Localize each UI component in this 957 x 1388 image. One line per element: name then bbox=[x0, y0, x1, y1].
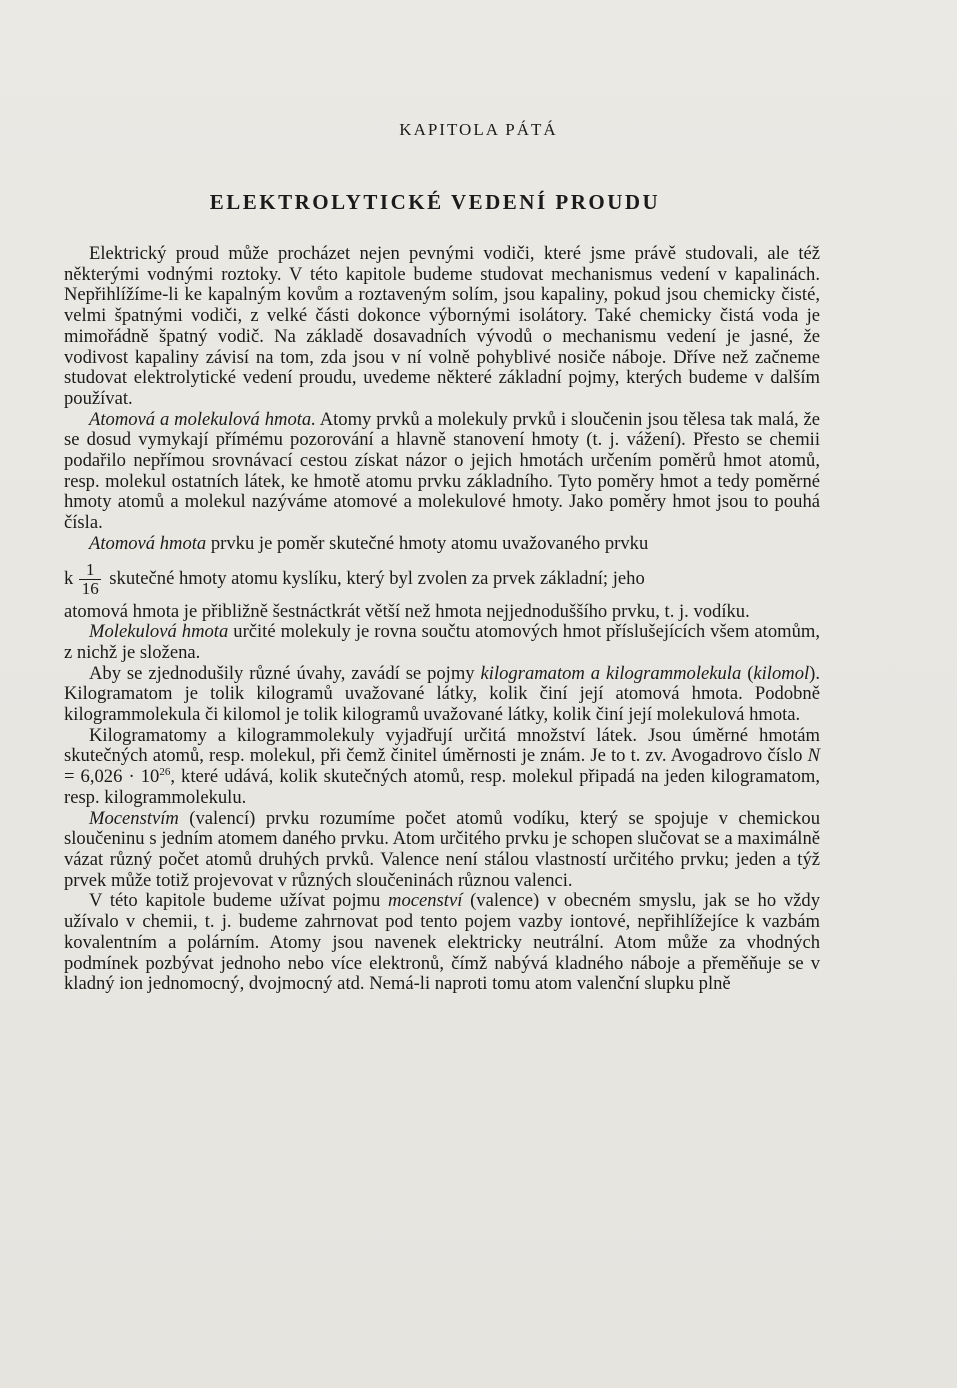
paragraph-chapter-valence: V této kapitole budeme užívat pojmu mocenství (valence) v obecném smyslu, jak se ho vždy užívalo v chemii, t. j. budeme zahrnovat pod tento pojem vazby iontové, nepřihlížejíce k vazbám kovalentním a polárním. Atomy jsou navenek elektricky neutrální. Atom může za vhodných podmínek pozbývat jednoho nebo více elektronů, čímž nabývá kladného náboje a přeměňuje se v kladný ion jednomocný, dvojmocný atd. Nemá-li naproti tomu atom valenční slupku plně bbox=[64, 890, 820, 995]
term-molecular-mass: Molekulová hmota bbox=[89, 621, 229, 643]
fraction-one-sixteenth: $\frac{1}{16}$ bbox=[79, 561, 101, 598]
term-valence: Mocenstvím bbox=[89, 807, 179, 829]
chapter-label: KAPITOLA PÁTÁ bbox=[399, 120, 558, 139]
paragraph-atomic-molecular-mass: Atomová a molekulová hmota. Atomy prvků a molekuly prvků i sloučenin jsou tělesa tak malá, že se dosud vymykají přímému pozorování a hlavně stanovení hmoty (t. j. vážení). Přesto se chemii podařilo nepřímou srovnávací cestou získat názor o jejich hmotách určením poměrů hmot atomů, resp. molekul ostatních látek, ke hmotě atomu prvku základního. Tyto poměry hmot a tedy poměrné hmoty atomů a molekul nazýváme atomové a molekulové hmoty. Jako poměry hmot jsou to pouhá čísla. bbox=[64, 408, 820, 534]
term-kilomol: kilomol bbox=[753, 662, 810, 684]
body-text bbox=[64, 244, 820, 995]
chapter-title: ELEKTROLYTICKÉ VEDENÍ PROUDU bbox=[209, 190, 661, 214]
symbol-N: N bbox=[807, 745, 820, 767]
paragraph-valence: Mocenstvím (valencí) prvku rozumíme počet atomů vodíku, který se spojuje v chemickou sloučeninu s jedním atomem daného prvku. Atom určitého prvku je schopen slučovat se a maximálně vázat různý počet atomů druhých prvků. Valence není stálou vlastností určitého prvku; jeden a týž prvek může totiž projevovat v různých sloučeninách různou valenci. bbox=[64, 807, 820, 891]
paragraph-atomic-mass: Atomová hmota prvku je poměr skutečné hmoty atomu uvažovaného prvku bbox=[89, 532, 649, 554]
exponent: 26 bbox=[159, 765, 171, 778]
paragraph-kilogramatom: Aby se zjednodušily různé úvahy, zavádí se pojmy kilogramatom a kilogrammolekula (kilomol). Kilogramatom je tolik kilogramů uvažované látky, kolik činí její atomová hmota. Podobně kilogrammolekula či kilomol je tolik kilogramů uvažované látky, kolik činí její molekulová hmota. bbox=[64, 662, 821, 726]
term-atomic-molecular-mass: Atomová a molekulová hmota. bbox=[89, 408, 316, 430]
term-mocenstvi: mocenství bbox=[388, 890, 463, 912]
term-atomic-mass: Atomová hmota bbox=[89, 532, 207, 554]
paragraph-atomic-mass-end: atomová hmota je přibližně šestnáctkrát větší než hmota nejjednoduššího prvku, t. j. vodíku. bbox=[64, 600, 750, 622]
term-kilogramatom: kilogramatom a kilogrammolekula bbox=[480, 662, 742, 684]
paragraph-avogadro: Kilogramatomy a kilogrammolekuly vyjadřují určitá množství látek. Jsou úměrné hmotám skutečných atomů, resp. molekul, při čemž činitel úměrnosti je znám. Je to t. zv. Avogadrovo číslo $N = 6,026 \cdot 10^{26}$, které udává, kolik skutečných atomů, resp. molekul připadá na jeden kilogramatom, resp. kilogrammolekulu. bbox=[64, 724, 820, 808]
paragraph-intro: Elektrický proud může procházet nejen pevnými vodiči, které jsme právě studovali, ale též některými vodnými roztoky. V této kapitole budeme studovat mechanismus vedení v kapalinách. Nepřihlížíme-li ke kapalným kovům a roztaveným solím, jsou kapaliny, pokud jsou chemicky čisté, velmi špatnými vodiči, z velké části dokonce výbornými isolátory. Také chemicky čistá voda je mimořádně špatný vodič. Na základě dosavadních vývodů o mechanismu vedení je jasné, že vodivost kapaliny závisí na tom, zda jsou v ní volně pohyblivé nosiče náboje. Dříve než začneme studovat elektrolytické vedení proudu, uvedeme některé základní pojmy, kterých budeme v dalším používat. bbox=[64, 243, 820, 409]
fraction-line: k $\frac{1}{16}$ skutečné hmoty atomu kyslíku, který byl zvolen za prvek základní; jeho bbox=[64, 559, 645, 598]
paragraph-molecular-mass: Molekulová hmota určité molekuly je rovna součtu atomových hmot příslušejících všem atomům, z nichž je složena. bbox=[64, 621, 820, 663]
